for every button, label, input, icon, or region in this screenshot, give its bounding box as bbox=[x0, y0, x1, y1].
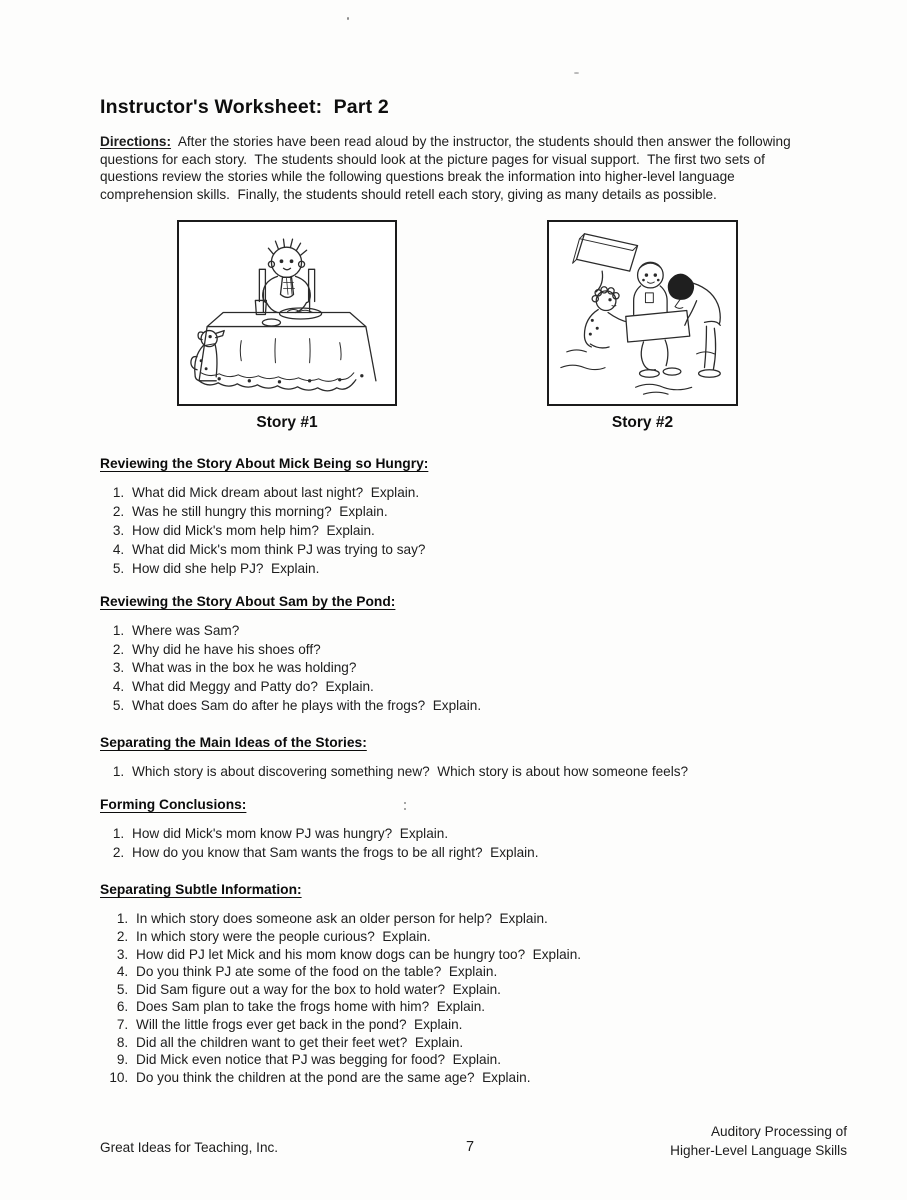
question-item: 2. In which story were the people curious? Explain. bbox=[132, 928, 818, 945]
story-2-illustration bbox=[549, 222, 736, 404]
story-1-illustration bbox=[179, 222, 395, 404]
question-item: 3. What was in the box he was holding? bbox=[128, 659, 818, 676]
question-item: 2. Was he still hungry this morning? Explain. bbox=[128, 503, 818, 520]
question-item: 4. What did Mick's mom think PJ was trying to say? bbox=[128, 541, 818, 558]
question-item: 5. Did Sam figure out a way for the box to hold water? Explain. bbox=[132, 981, 818, 998]
question-item: 1. Where was Sam? bbox=[128, 622, 818, 639]
story-2-caption: Story #2 bbox=[611, 414, 674, 432]
directions-text: After the stories have been read aloud by the instructor, the students should then answer the following questions for each story. The students should look at the picture pages for visual support. The first two sets of questions review the stories while the following questions break the information into higher-level language comprehension skills. Finally, the students should retell each story, giving as many details as possible. bbox=[100, 134, 795, 202]
footer-series-line1: Auditory Processing of bbox=[710, 1124, 847, 1139]
question-list-main-ideas bbox=[100, 763, 818, 780]
scan-artifact bbox=[574, 72, 579, 74]
question-item: 1. Which story is about discovering something new? Which story is about how someone feels? bbox=[128, 763, 818, 780]
question-item: 6. Does Sam plan to take the frogs home with him? Explain. bbox=[132, 998, 818, 1015]
section-heading-subtle-information: Separating Subtle Information: bbox=[100, 882, 302, 898]
footer-page-number: 7 bbox=[465, 1139, 475, 1155]
footer-publisher: Great Ideas for Teaching, Inc. bbox=[100, 1140, 279, 1155]
question-item: 1. In which story does someone ask an older person for help? Explain. bbox=[132, 910, 818, 927]
scan-artifact bbox=[404, 802, 406, 804]
question-item: 5. How did she help PJ? Explain. bbox=[128, 560, 818, 577]
directions-paragraph bbox=[100, 133, 818, 203]
question-item: 3. How did PJ let Mick and his mom know dogs can be hungry too? Explain. bbox=[132, 946, 818, 963]
question-list-forming-conclusions bbox=[100, 825, 818, 861]
page-title: Instructor's Worksheet: Part 2 bbox=[100, 96, 389, 118]
question-item: 1. How did Mick's mom know PJ was hungry? Explain. bbox=[128, 825, 818, 842]
story-1-figure bbox=[177, 220, 397, 432]
question-item: 5. What does Sam do after he plays with the frogs? Explain. bbox=[128, 697, 818, 714]
question-list-subtle-information bbox=[100, 910, 818, 1086]
story-1-caption: Story #1 bbox=[256, 414, 318, 432]
question-item: 7. Will the little frogs ever get back in the pond? Explain. bbox=[132, 1016, 818, 1033]
footer-series-line2: Higher-Level Language Skills bbox=[670, 1143, 847, 1158]
question-item: 3. How did Mick's mom help him? Explain. bbox=[128, 522, 818, 539]
section-heading-reviewing-sam: Reviewing the Story About Sam by the Pond: bbox=[100, 593, 396, 609]
worksheet-content bbox=[100, 96, 818, 1086]
question-item: 4. Do you think PJ ate some of the food on the table? Explain. bbox=[132, 963, 818, 980]
question-item: 2. Why did he have his shoes off? bbox=[128, 641, 818, 658]
scan-artifact bbox=[347, 17, 349, 20]
question-item: 4. What did Meggy and Patty do? Explain. bbox=[128, 678, 818, 695]
story-2-figure bbox=[547, 220, 738, 432]
story-figures-row bbox=[100, 220, 818, 434]
question-item: 1. What did Mick dream about last night? Explain. bbox=[128, 484, 818, 501]
question-item: 8. Did all the children want to get their feet wet? Explain. bbox=[132, 1034, 818, 1051]
story-1-frame bbox=[177, 220, 397, 406]
question-item: 9. Did Mick even notice that PJ was begging for food? Explain. bbox=[132, 1051, 818, 1068]
section-heading-reviewing-mick: Reviewing the Story About Mick Being so Hungry: bbox=[100, 456, 429, 472]
scan-artifact bbox=[404, 808, 406, 810]
story-2-frame bbox=[547, 220, 738, 406]
question-list-reviewing-sam bbox=[100, 622, 818, 714]
footer-series-title bbox=[670, 1122, 847, 1160]
question-list-reviewing-mick bbox=[100, 484, 818, 576]
directions-label: Directions: bbox=[100, 134, 172, 149]
question-item: 10. Do you think the children at the pond are the same age? Explain. bbox=[132, 1069, 818, 1086]
question-item: 2. How do you know that Sam wants the frogs to be all right? Explain. bbox=[128, 844, 818, 861]
section-heading-forming-conclusions: Forming Conclusions: bbox=[100, 797, 247, 813]
section-heading-main-ideas: Separating the Main Ideas of the Stories: bbox=[100, 735, 367, 751]
